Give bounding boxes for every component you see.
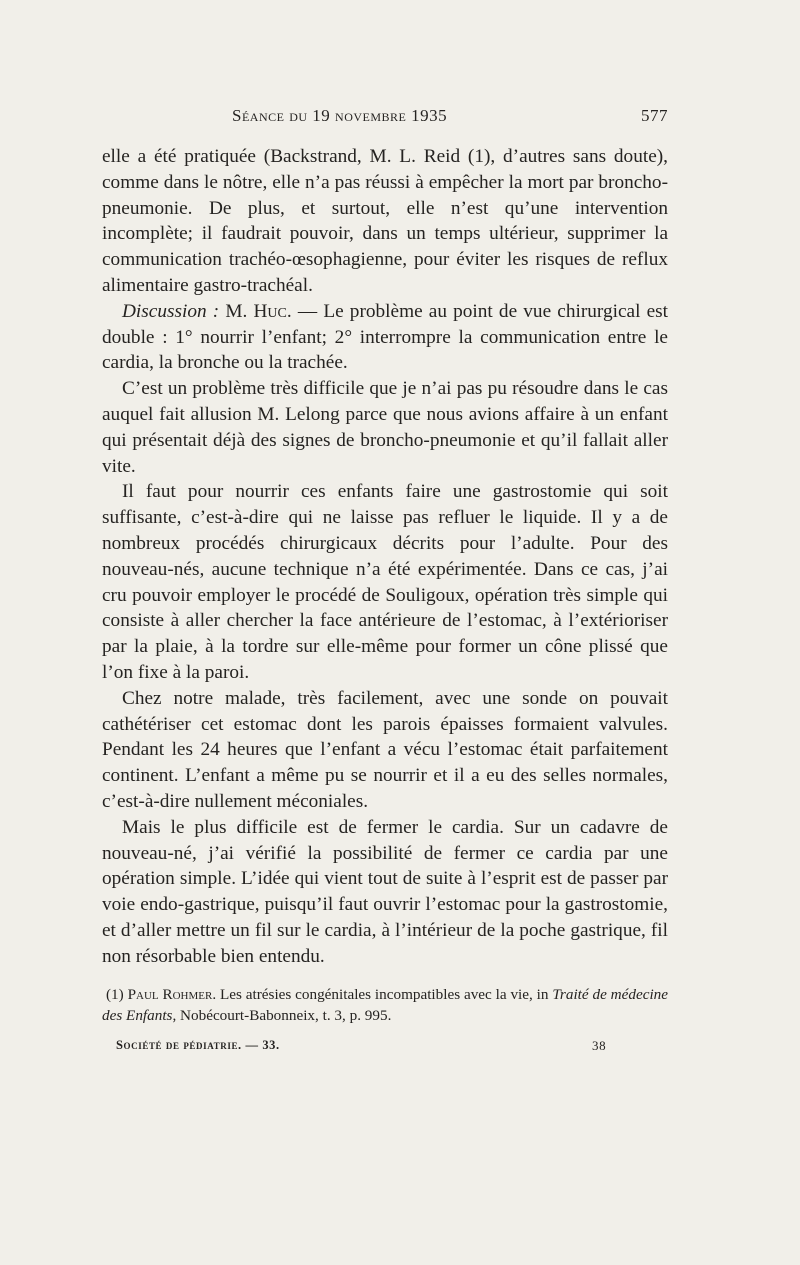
discussion-text: — Le problème au point de vue chirurgical est double : 1° nourrir l’enfant; 2° interrompre la communication entre le cardia, la bronche ou la trachée. xyxy=(102,300,669,374)
signature-right: 38 xyxy=(592,1037,607,1053)
footnote-text: Les atrésies congénitales incompatibles avec la vie, in xyxy=(216,985,553,1003)
printer-signature xyxy=(102,1038,668,1058)
paragraph-5: Chez notre malade, très facilement, avec une sonde on pouvait cathétériser cet estomac dont les parois épaisses formaient valvules. Pendant les 24 heures que l’enfant a vécu l’estomac était parfaitement continent. L’enfant a même pu se nourrir et il a eu des selles normales, c’est-à-dire nullement méconiales. xyxy=(102,687,668,812)
footnote-rest: , Nobécourt-Babonneix, t. 3, p. 995. xyxy=(172,1006,392,1024)
page-number: 577 xyxy=(641,106,668,125)
footnote-work: Traité de médecine des Enfants xyxy=(102,985,668,1024)
footnote xyxy=(102,984,668,1026)
footnote-author: Paul Rohmer. xyxy=(127,985,217,1003)
running-header xyxy=(102,100,668,128)
running-header-title: Séance du 19 novembre 1935 xyxy=(232,106,448,125)
footnote-marker: (1) xyxy=(106,985,124,1003)
paragraph-3: C’est un problème très difficile que je n’ai pas pu résoudre dans le cas auquel fait allusion M. Lelong parce que nous avions affaire à un enfant qui présentait déjà des signes de broncho-pneumonie et qu’il fallait aller vite. xyxy=(102,378,668,477)
signature-left: Société de pédiatrie. — 33. xyxy=(116,1037,280,1052)
body-text xyxy=(102,144,668,970)
discussion-speaker: M. Huc. xyxy=(225,300,292,322)
discussion-label: Discussion : xyxy=(122,300,220,322)
paragraph-6: Mais le plus difficile est de fermer le cardia. Sur un cadavre de nouveau-né, j’ai vérifié la possibilité de fermer ce cardia par une opération simple. L’idée qui vient tout de suite à l’esprit est de passer par voie endo-gastrique, puisqu’il faut ouvrir l’estomac pour la gastrostomie, et d’aller mettre un fil sur le cardia, à l’intérieur de la poche gastrique, fil non résorbable bien entendu. xyxy=(102,816,668,967)
paragraph-4: Il faut pour nourrir ces enfants faire une gastrostomie qui soit suffisante, c’est-à-dire qui ne laisse pas refluer le liquide. Il y a de nombreux procédés chirurgicaux décrits pour l’adulte. Pour des nouveau-nés, aucune technique n’a été expérimentée. Dans ce cas, j’ai cru pouvoir employer le procédé de Souligoux, opération très simple qui consiste à aller chercher la face antérieure de l’estomac, à l’extérioriser par la plaie, à la tordre sur elle-même pour former un cône plissé que l’on fixe à la paroi. xyxy=(102,481,668,683)
paragraph-1: elle a été pratiquée (Backstrand, M. L. Reid (1), d’autres sans doute), comme dans le nôtre, elle n’a pas réussi à empêcher la mort par broncho-pneumonie. De plus, et surtout, elle n’est qu’une intervention incomplète; il faudrait pouvoir, dans un temps ultérieur, supprimer la communication trachéo-œsophagienne, pour éviter les risques de reflux alimentaire gastro-trachéal. xyxy=(102,146,668,296)
book-page xyxy=(102,100,668,1058)
paragraph-discussion xyxy=(102,299,668,376)
